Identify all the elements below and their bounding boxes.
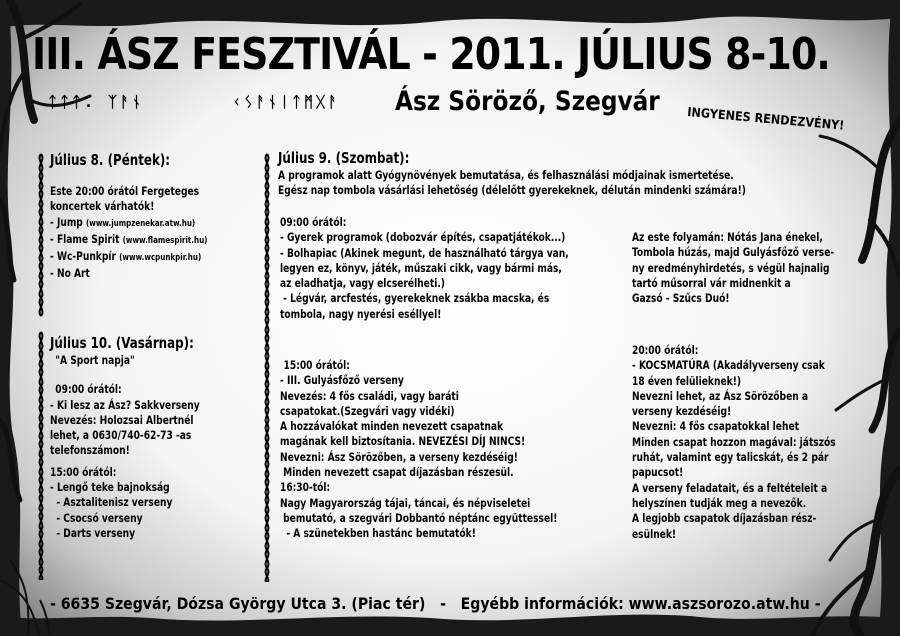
- saturday-heading: Július 9. (Szombat):: [278, 149, 410, 167]
- saturday-line: ruhát, valamint egy talicskát, és 2 pár: [632, 450, 829, 465]
- sunday-line: telefonszámon!: [50, 443, 130, 458]
- band-item: - Wc-Punkpír (www.wcpunkpir.hu): [50, 249, 202, 264]
- saturday-line: - Bolhapiac (Akinek megunt, de használható tárgya van,: [280, 245, 569, 260]
- rune-text-left: ᛏᛏᛏ. ᛉᚨᚾ: [48, 93, 145, 111]
- friday-heading: Július 8. (Péntek):: [50, 151, 171, 169]
- saturday-line: A hozzávalókat minden nevezett csapatnak: [280, 419, 504, 434]
- footer-address: - 6635 Szegvár, Dózsa György Utca 3. (Piac tér) - Egyébb információk: www.aszsorozo.atw.hu -: [50, 594, 821, 613]
- saturday-intro: Egész nap tombola vásárlási lehetőség (délelőtt gyerekeknek, délután mindenki számára!): [278, 183, 746, 198]
- saturday-line: - III. Gulyásfőző verseny: [280, 373, 404, 388]
- friday-section: [50, 150, 207, 282]
- band-item: - Jump (www.jumpzenekar.atw.hu): [50, 214, 196, 229]
- sunday-section: [50, 333, 200, 541]
- saturday-night: [632, 343, 836, 542]
- saturday-time: 09:00 órától:: [280, 215, 347, 229]
- saturday-line: ny eredményhirdetés, s végül hajnalig: [632, 260, 830, 275]
- saturday-line: 18 éven felülieknek!): [632, 373, 742, 388]
- sunday-line: - Csocsó verseny: [50, 510, 143, 525]
- saturday-line: Tombola húzás, majd Gulyásfőző verse-: [632, 245, 835, 260]
- saturday-line: tombola, nagy nyerési eséllyel!: [280, 306, 442, 321]
- sunday-line: - Lengő teke bajnokság: [50, 480, 170, 495]
- band-item: - Flame Spirit (www.flamespirit.hu): [50, 231, 208, 246]
- saturday-line: - Gyerek programok (dobozvár építés, csapatjátékok...): [280, 230, 566, 245]
- saturday-line: Minden csapat hozzon magával: játszós: [632, 434, 836, 449]
- sunday-line: - Asztalitenisz verseny: [50, 495, 173, 510]
- saturday-line: esülnek!: [632, 526, 677, 541]
- saturday-line: - KOCSMATÚRA (Akadályverseny csak: [632, 358, 825, 373]
- sunday-subtitle: "A Sport napja": [55, 353, 135, 367]
- saturday-line: Gazsó - Szűcs Duó!: [632, 291, 730, 306]
- saturday-line: tartó műsorral vár midnenkit a: [632, 275, 791, 290]
- saturday-line: verseny kezdéséig!: [632, 404, 732, 419]
- saturday-line: Minden nevezett csapat díjazásban részesül.: [280, 465, 514, 480]
- ornament-strip-saturday: [260, 152, 274, 582]
- saturday-line: Az este folyamán: Nótás Jana énekel,: [632, 230, 823, 244]
- venue-name: Ász Söröző, Szegvár: [395, 86, 660, 117]
- saturday-line: Nevezés: 4 fős családi, vagy baráti: [280, 388, 459, 403]
- saturday-intro: A programok alatt Gyógynövények bemutatása, és felhasználási módjainak ismertetése.: [278, 168, 734, 182]
- friday-line: koncertek várhatók!: [50, 199, 155, 214]
- rune-text-right: ᚲᛊᚨᚾᛁᛏᛗᚷᚨ: [232, 93, 341, 111]
- saturday-line: az eladhatja, vagy elcserélheti.): [280, 276, 445, 291]
- sunday-heading: Július 10. (Vasárnap):: [50, 334, 194, 352]
- ornament-strip-friday: [34, 152, 48, 317]
- saturday-line: Nagy Magyarország tájai, táncai, és népviseletei: [280, 495, 531, 510]
- saturday-line: csapatokat.(Szegvári vagy vidéki): [280, 403, 455, 418]
- saturday-evening: [632, 230, 834, 306]
- saturday-time: 20:00 órától:: [632, 343, 699, 357]
- saturday-line: Nevezni lehet, az Ász Sörözőben a: [632, 388, 809, 403]
- saturday-time: 15:00 órától:: [283, 358, 350, 372]
- sunday-line: lehet, a 0630/740-62-73 -as: [50, 428, 192, 443]
- saturday-line: - A szünetekben hastánc bemutatók!: [280, 526, 476, 541]
- sunday-line: - Darts verseny: [50, 525, 136, 540]
- sunday-time: 15:00 órától:: [50, 464, 117, 479]
- sunday-time: 09:00 órától:: [55, 382, 122, 397]
- saturday-line: helyszínen tudják meg a nevezők.: [632, 495, 807, 510]
- saturday-line: Nevezni: Ász Sörözőben, a verseny kezdéséig!: [280, 449, 518, 464]
- sunday-line: - Ki lesz az Ász? Sakkverseny: [50, 397, 200, 412]
- saturday-line: magának kell biztosítania. NEVEZÉSI DÍJ NINCS!: [280, 434, 526, 449]
- ornament-strip-sunday: [34, 330, 48, 580]
- sunday-line: Nevezés: Holozsai Albertnél: [50, 412, 194, 427]
- band-item: - No Art: [50, 266, 90, 281]
- friday-line: Este 20:00 órától Fergeteges: [50, 184, 200, 198]
- poster-title: III. ÁSZ FESZTIVÁL - 2011. JÚLIUS 8-10.: [32, 29, 830, 80]
- saturday-time: 16:30-tól:: [280, 480, 331, 495]
- saturday-line: legyen ez, könyv, játék, műszaki cikk, vagy bármi más,: [280, 260, 562, 275]
- saturday-line: Nevezni: 4 fős csapatokkal lehet: [632, 419, 799, 434]
- saturday-morning: [280, 215, 569, 322]
- free-event-label: INGYENES RENDEZVÉNY!: [686, 104, 845, 133]
- saturday-afternoon: [280, 358, 557, 542]
- saturday-section: [278, 148, 746, 199]
- saturday-line: papucsot!: [632, 465, 684, 480]
- saturday-line: A verseny feladatait, és a feltételeit a: [632, 480, 828, 495]
- saturday-line: A legjobb csapatok díjazásban rész-: [632, 511, 817, 526]
- saturday-line: bemutató, a szegvári Dobbantó néptánc együttessel!: [280, 510, 558, 525]
- saturday-line: - Légvár, arcfestés, gyerekeknek zsákba macska, és: [280, 291, 550, 306]
